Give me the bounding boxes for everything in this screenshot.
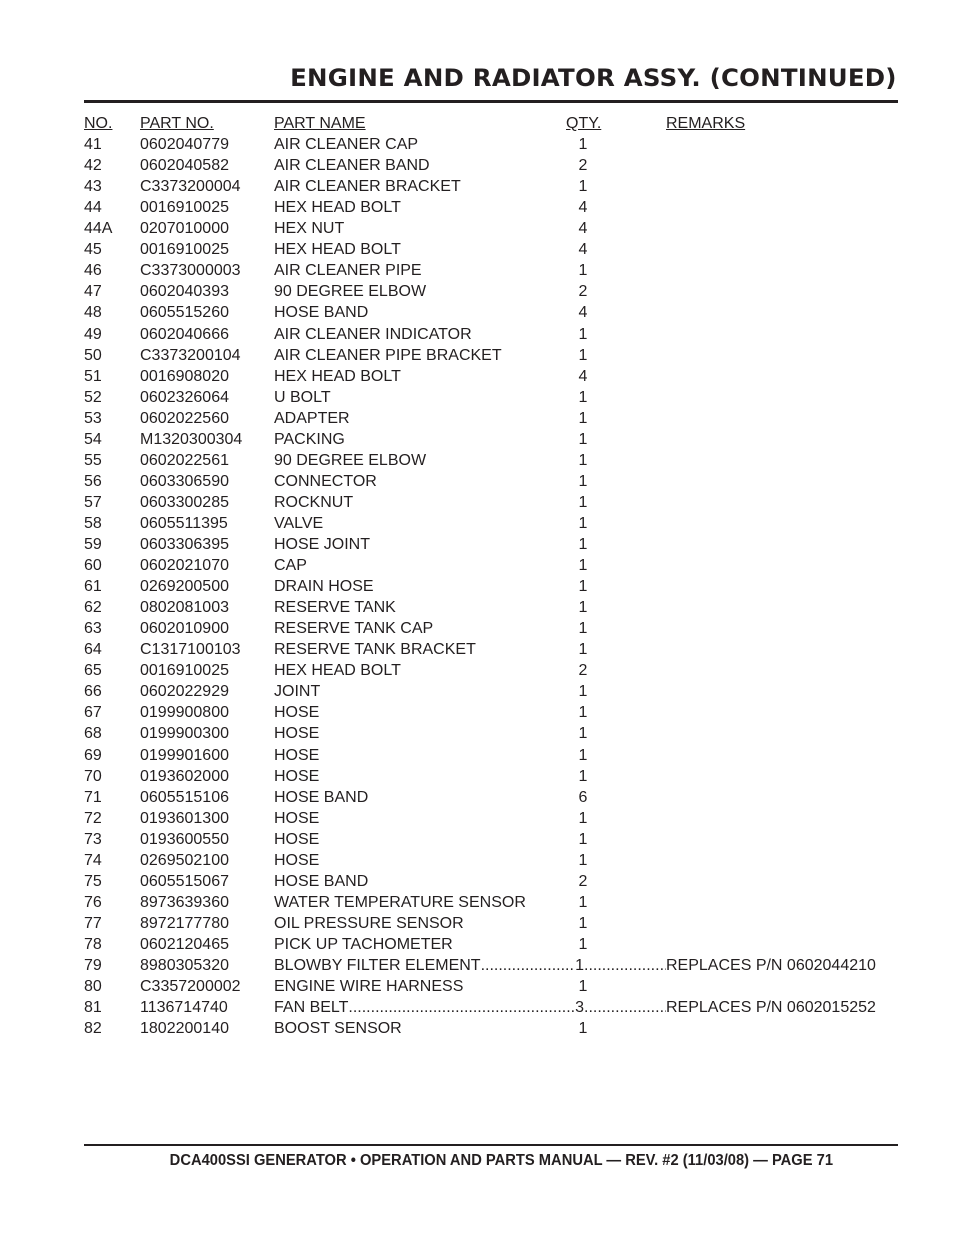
row-part-no: 0605515106 (140, 788, 229, 806)
row-part-no: 0602022560 (140, 409, 229, 427)
row-part-no: 1136714740 (140, 999, 228, 1017)
row-no: 52 (84, 388, 102, 406)
table-row (0, 955, 954, 976)
table-row (0, 745, 954, 766)
row-part-no: 0605515067 (140, 872, 229, 890)
row-part-name: JOINT (274, 683, 321, 701)
row-part-name: BLOWBY FILTER ELEMENT (274, 957, 481, 974)
row-part-no: 0199901600 (140, 746, 229, 764)
row-no: 77 (84, 914, 102, 932)
footer-rule (84, 1144, 898, 1146)
row-no: 60 (84, 557, 102, 574)
table-row (0, 597, 954, 618)
row-part-name: HOSE BAND (274, 872, 369, 890)
row-part-name: HEX HEAD BOLT (274, 199, 401, 217)
table-row (0, 997, 954, 1018)
row-no: 59 (84, 536, 102, 553)
row-part-name: HOSE (274, 809, 320, 827)
row-no: 61 (84, 578, 102, 595)
table-row (0, 576, 954, 597)
row-part-no: 0603306590 (140, 472, 229, 490)
row-no: 74 (84, 851, 102, 869)
row-qty: 1 (575, 957, 584, 974)
row-qty: 1 (578, 472, 588, 490)
table-row (0, 639, 954, 660)
row-part-name: HEX HEAD BOLT (274, 241, 401, 259)
row-part-no: 0603306395 (140, 536, 229, 553)
row-qty: 1 (578, 325, 588, 343)
row-qty: 4 (578, 367, 588, 385)
leader-line (274, 997, 666, 1018)
row-part-no: C3373200004 (140, 178, 241, 196)
row-qty: 1 (578, 830, 588, 848)
row-no: 66 (84, 683, 102, 701)
row-no: 43 (84, 178, 102, 196)
row-qty: 4 (578, 199, 588, 217)
row-part-no: 0193601300 (140, 809, 229, 827)
row-part-name: HOSE (274, 767, 320, 785)
row-part-no: 0016908020 (140, 367, 229, 385)
row-qty: 1 (578, 683, 588, 701)
row-part-name: ROCKNUT (274, 493, 354, 511)
row-part-name: AIR CLEANER BRACKET (274, 178, 461, 196)
row-no: 55 (84, 451, 102, 469)
row-qty: 1 (578, 346, 588, 364)
table-row (0, 555, 954, 576)
row-qty: 3 (575, 999, 584, 1017)
row-part-no: C1317100103 (140, 641, 241, 659)
row-no: 68 (84, 725, 102, 743)
row-qty: 1 (578, 978, 588, 995)
row-qty: 2 (578, 157, 588, 175)
table-row (0, 471, 954, 492)
row-qty: 1 (578, 262, 588, 280)
header-part-no: PART NO. (140, 115, 214, 132)
row-part-name: HOSE (274, 725, 320, 743)
row-no: 42 (84, 157, 102, 175)
row-no: 54 (84, 430, 102, 448)
table-row (0, 660, 954, 681)
row-qty: 1 (578, 767, 588, 785)
header-part-name: PART NAME (274, 115, 366, 132)
table-row (0, 324, 954, 345)
row-part-no: 0016910025 (140, 199, 229, 217)
row-part-no: 0602040666 (140, 325, 229, 343)
row-part-name: ADAPTER (274, 409, 350, 427)
row-part-no: 0602021070 (140, 557, 229, 574)
leader-dots (481, 955, 576, 976)
table-row (0, 492, 954, 513)
table-row (0, 450, 954, 471)
row-part-no: 0802081003 (140, 599, 229, 617)
table-row (0, 829, 954, 850)
row-part-name: WATER TEMPERATURE SENSOR (274, 893, 526, 911)
row-part-name: 90 DEGREE ELBOW (274, 451, 427, 469)
row-no: 76 (84, 893, 102, 911)
table-row (0, 892, 954, 913)
row-part-no: 0602022561 (140, 451, 229, 469)
row-qty: 1 (578, 935, 588, 953)
row-no: 71 (84, 788, 102, 806)
row-part-name: VALVE (274, 514, 324, 532)
row-qty: 4 (578, 220, 588, 238)
row-qty: 1 (578, 136, 588, 153)
row-no: 65 (84, 662, 102, 680)
row-qty: 1 (578, 514, 588, 532)
row-part-name: HEX NUT (274, 220, 345, 238)
row-part-name: HOSE (274, 704, 320, 722)
row-qty: 4 (578, 241, 588, 259)
table-row (0, 218, 954, 239)
table-row (0, 134, 954, 155)
row-no: 62 (84, 599, 102, 617)
row-qty: 1 (578, 557, 588, 574)
row-qty: 1 (578, 851, 588, 869)
row-no: 81 (84, 999, 102, 1017)
table-row (0, 913, 954, 934)
header-no: NO. (84, 115, 113, 132)
header-remarks: REMARKS (666, 115, 746, 132)
table-row (0, 239, 954, 260)
row-part-no: 8973639360 (140, 893, 229, 911)
table-row (0, 681, 954, 702)
table-row (0, 260, 954, 281)
row-part-name: CAP (274, 557, 307, 574)
table-row (0, 513, 954, 534)
table-row (0, 934, 954, 955)
table-row (0, 387, 954, 408)
table-row (0, 176, 954, 197)
row-part-no: 0602040393 (140, 283, 229, 301)
table-row (0, 702, 954, 723)
row-no: 49 (84, 325, 102, 343)
row-part-no: C3373000003 (140, 262, 241, 280)
row-no: 56 (84, 472, 102, 490)
row-part-name: DRAIN HOSE (274, 578, 374, 595)
row-no: 47 (84, 283, 102, 301)
table-row (0, 787, 954, 808)
row-part-name: 90 DEGREE ELBOW (274, 283, 427, 301)
row-part-name: HOSE (274, 851, 320, 869)
row-no: 73 (84, 830, 102, 848)
row-qty: 1 (578, 641, 588, 659)
row-qty: 1 (578, 725, 588, 743)
row-part-no: 0602040779 (140, 136, 229, 153)
row-part-name: HEX HEAD BOLT (274, 662, 401, 680)
row-no: 41 (84, 136, 102, 153)
row-part-name: RESERVE TANK BRACKET (274, 641, 476, 659)
row-part-name: RESERVE TANK CAP (274, 620, 434, 638)
row-no: 72 (84, 809, 102, 827)
row-part-no: 1802200140 (140, 1020, 229, 1038)
row-no: 69 (84, 746, 102, 764)
row-no: 44A (84, 220, 113, 238)
title-rule (84, 100, 898, 103)
row-no: 44 (84, 199, 102, 217)
row-part-name: OIL PRESSURE SENSOR (274, 914, 464, 932)
table-row (0, 366, 954, 387)
row-qty: 1 (578, 578, 588, 595)
row-part-name: PICK UP TACHOMETER (274, 935, 453, 953)
row-part-name: HOSE (274, 746, 320, 764)
leader-dots (584, 955, 666, 976)
row-part-name: HOSE JOINT (274, 536, 371, 553)
row-part-name: BOOST SENSOR (274, 1020, 402, 1038)
row-no: 78 (84, 935, 102, 953)
row-part-name: HOSE BAND (274, 788, 369, 806)
row-part-no: 0269200500 (140, 578, 229, 595)
leader-dots (584, 997, 666, 1018)
table-row (0, 618, 954, 639)
table-row (0, 534, 954, 555)
row-part-no: M1320300304 (140, 430, 243, 448)
row-part-name: AIR CLEANER PIPE BRACKET (274, 346, 502, 364)
row-qty: 6 (578, 788, 588, 806)
row-no: 67 (84, 704, 102, 722)
row-part-no: 0602022929 (140, 683, 229, 701)
row-part-name: AIR CLEANER BAND (274, 157, 430, 175)
table-row (0, 976, 954, 997)
table-header (0, 113, 954, 134)
row-no: 64 (84, 641, 102, 659)
row-no: 79 (84, 957, 102, 974)
table-row (0, 429, 954, 450)
row-no: 45 (84, 241, 102, 259)
row-part-name: AIR CLEANER INDICATOR (274, 325, 472, 343)
row-no: 53 (84, 409, 102, 427)
row-qty: 4 (578, 304, 588, 322)
table-row (0, 1018, 954, 1039)
row-qty: 2 (578, 283, 588, 301)
row-part-name: U BOLT (274, 388, 331, 406)
row-no: 51 (84, 367, 102, 385)
page-footer: DCA400SSI GENERATOR • OPERATION AND PARTS MANUAL — REV. #2 (11/03/08) — PAGE 71 (169, 1152, 833, 1169)
row-qty: 1 (578, 914, 588, 932)
row-no: 80 (84, 978, 102, 995)
leader-dots (348, 997, 575, 1018)
row-no: 50 (84, 346, 102, 364)
row-qty: 1 (578, 430, 588, 448)
row-no: 70 (84, 767, 102, 785)
row-qty: 1 (578, 388, 588, 406)
table-row (0, 197, 954, 218)
row-part-no: 0605511395 (140, 514, 228, 532)
row-qty: 1 (578, 704, 588, 722)
row-no: 82 (84, 1020, 102, 1038)
row-qty: 1 (578, 409, 588, 427)
row-part-no: 0207010000 (140, 220, 229, 238)
row-qty: 1 (578, 493, 588, 511)
table-row (0, 808, 954, 829)
row-part-no: 0605515260 (140, 304, 229, 322)
row-no: 48 (84, 304, 102, 322)
row-part-name: PACKING (274, 430, 345, 448)
row-no: 63 (84, 620, 102, 638)
row-qty: 1 (578, 893, 588, 911)
row-qty: 1 (578, 620, 588, 638)
row-part-no: 0602326064 (140, 388, 229, 406)
row-part-name: CONNECTOR (274, 472, 377, 490)
row-part-name: RESERVE TANK (274, 599, 396, 617)
row-part-no: 0602010900 (140, 620, 229, 638)
table-row (0, 850, 954, 871)
table-row (0, 408, 954, 429)
row-qty: 1 (578, 809, 588, 827)
row-qty: 1 (578, 746, 588, 764)
row-part-name: HOSE BAND (274, 304, 369, 322)
row-part-name: FAN BELT (274, 999, 349, 1017)
row-remarks: REPLACES P/N 0602015252 (666, 999, 876, 1017)
table-row (0, 302, 954, 323)
row-part-no: 0016910025 (140, 662, 229, 680)
row-qty: 1 (578, 536, 588, 553)
row-part-no: C3373200104 (140, 346, 241, 364)
table-row (0, 723, 954, 744)
row-part-no: 0602040582 (140, 157, 229, 175)
row-part-name: AIR CLEANER CAP (274, 136, 419, 153)
row-part-no: 0193600550 (140, 830, 229, 848)
row-part-name: AIR CLEANER PIPE (274, 262, 422, 280)
row-part-no: 0603300285 (140, 493, 229, 511)
row-part-no: 0199900800 (140, 704, 229, 722)
table-row (0, 281, 954, 302)
row-qty: 2 (578, 872, 588, 890)
row-remarks: REPLACES P/N 0602044210 (666, 957, 876, 974)
row-part-name: ENGINE WIRE HARNESS (274, 978, 464, 995)
row-part-no: 0016910025 (140, 241, 229, 259)
row-qty: 2 (578, 662, 588, 680)
row-qty: 1 (578, 178, 588, 196)
header-qty: QTY. (566, 115, 602, 132)
row-part-no: 0269502100 (140, 851, 229, 869)
row-no: 46 (84, 262, 102, 280)
row-no: 57 (84, 493, 102, 511)
row-part-name: HOSE (274, 830, 320, 848)
row-part-no: C3357200002 (140, 978, 241, 995)
table-row (0, 871, 954, 892)
row-qty: 1 (578, 451, 588, 469)
table-row (0, 766, 954, 787)
table-row (0, 155, 954, 176)
row-qty: 1 (578, 1020, 588, 1038)
row-no: 58 (84, 514, 102, 532)
row-qty: 1 (578, 599, 588, 617)
leader-line (274, 955, 666, 976)
page-title: ENGINE AND RADIATOR ASSY. (CONTINUED) (290, 64, 897, 92)
row-part-no: 8980305320 (140, 957, 229, 974)
row-part-no: 0199900300 (140, 725, 229, 743)
row-part-name: HEX HEAD BOLT (274, 367, 401, 385)
table-row (0, 345, 954, 366)
row-part-no: 0193602000 (140, 767, 229, 785)
row-part-no: 0602120465 (140, 935, 229, 953)
row-part-no: 8972177780 (140, 914, 229, 932)
row-no: 75 (84, 872, 102, 890)
